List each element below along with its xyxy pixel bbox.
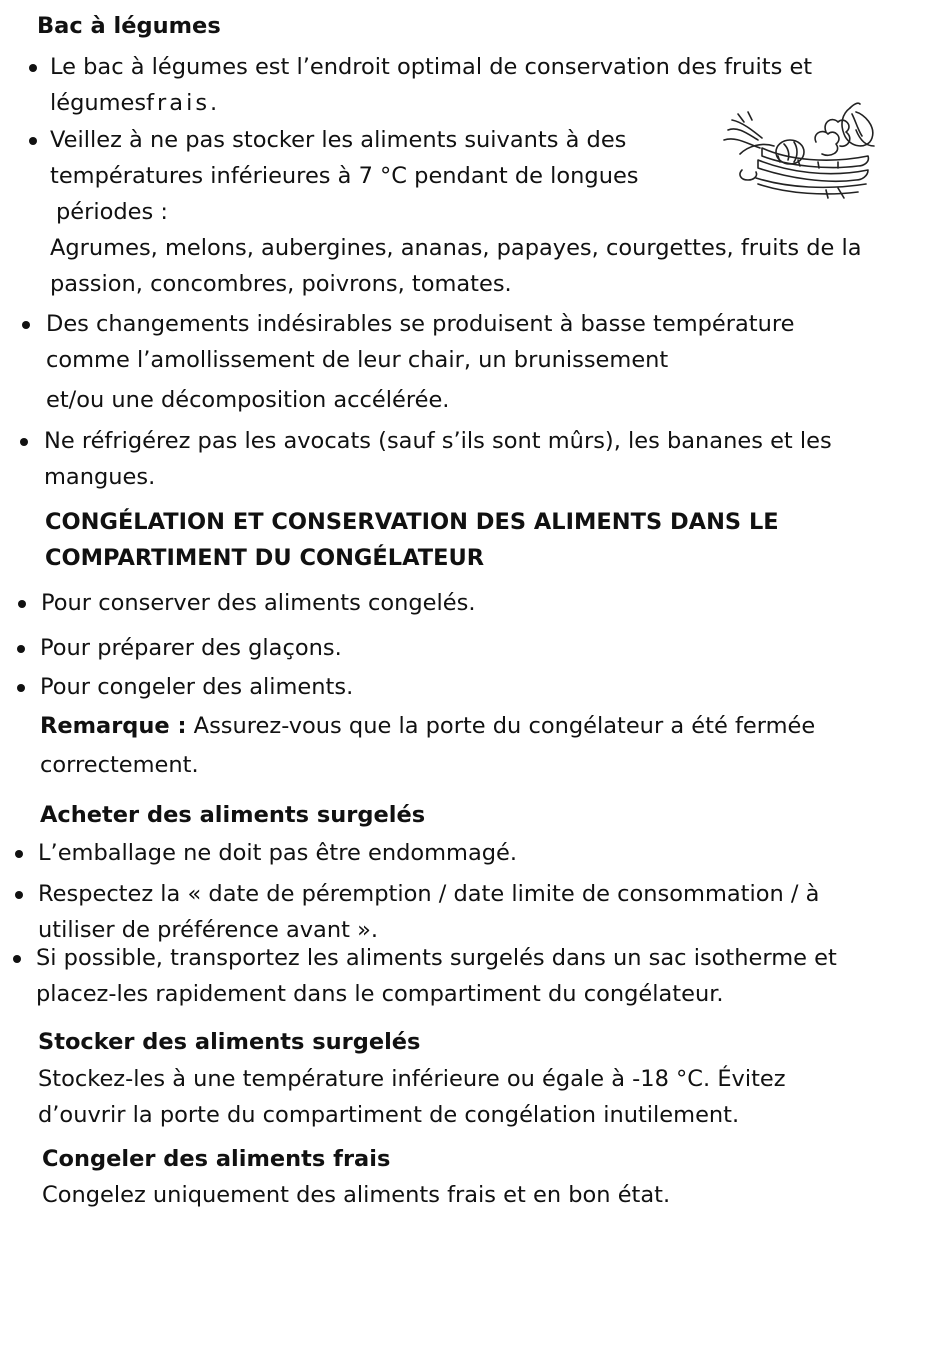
freezer-bullet-2: Pour préparer des glaçons. — [40, 635, 342, 661]
store-line1: Stockez-les à une température inférieure ou égale à -18 °C. Évitez — [38, 1066, 786, 1092]
section-heading-bac: Bac à légumes — [37, 13, 221, 39]
bullet — [15, 891, 23, 899]
freezer-note-line2: correctement. — [40, 752, 199, 778]
bullet — [29, 64, 37, 72]
fresh-line1: Congelez uniquement des aliments frais et en bon état. — [42, 1182, 671, 1208]
bullet — [29, 137, 37, 145]
bac-para3-line2: comme l’amollissement de leur chair, un brunissement — [46, 347, 669, 373]
bullet — [22, 321, 30, 329]
store-line2: d’ouvrir la porte du compartiment de congélation inutilement. — [38, 1102, 740, 1128]
bac-para1-line1: Le bac à légumes est l’endroit optimal de conservation des fruits et — [50, 54, 813, 80]
section-heading-freezer-line1: CONGÉLATION ET CONSERVATION DES ALIMENTS DANS LE — [45, 509, 779, 535]
vegetables-icon — [718, 100, 878, 200]
bac-para2-line1: Veillez à ne pas stocker les aliments suivants à des — [50, 127, 627, 153]
bac-para4-line2: mangues. — [44, 464, 156, 490]
buy-bullet-2-line1: Respectez la « date de péremption / date limite de consommation / à — [38, 881, 820, 907]
bac-para2-line3: périodes : — [56, 199, 168, 225]
bac-para2-line5: passion, concombres, poivrons, tomates. — [50, 271, 512, 297]
bullet — [13, 955, 21, 963]
section-heading-fresh: Congeler des aliments frais — [42, 1146, 391, 1172]
bullet — [20, 438, 28, 446]
bac-para4-line1: Ne réfrigérez pas les avocats (sauf s’ils sont mûrs), les bananes et les — [44, 428, 832, 454]
bac-para2-line2: températures inférieures à 7 °C pendant de longues — [50, 163, 639, 189]
freezer-note-line1: Remarque : Assurez-vous que la porte du congélateur a été fermée — [40, 713, 816, 739]
bullet — [17, 645, 25, 653]
bullet — [17, 684, 25, 692]
freezer-bullet-1: Pour conserver des aliments congelés. — [41, 590, 476, 616]
section-heading-buy: Acheter des aliments surgelés — [40, 802, 426, 828]
buy-bullet-2-line2: utiliser de préférence avant ». — [38, 917, 378, 943]
bullet — [15, 850, 23, 858]
bac-para1-line2: légumesfrais. — [50, 90, 221, 116]
buy-bullet-1: L’emballage ne doit pas être endommagé. — [38, 840, 518, 866]
bac-para3-line1: Des changements indésirables se produisent à basse température — [46, 311, 795, 337]
bullet — [18, 600, 26, 608]
buy-bullet-3-line1: Si possible, transportez les aliments surgelés dans un sac isotherme et — [36, 945, 837, 971]
freezer-bullet-3: Pour congeler des aliments. — [40, 674, 354, 700]
bac-para2-line4: Agrumes, melons, aubergines, ananas, papayes, courgettes, fruits de la — [50, 235, 862, 261]
section-heading-freezer-line2: COMPARTIMENT DU CONGÉLATEUR — [45, 545, 485, 571]
note-label: Remarque : — [40, 713, 187, 739]
section-heading-store: Stocker des aliments surgelés — [38, 1029, 421, 1055]
buy-bullet-3-line2: placez-les rapidement dans le compartiment du congélateur. — [36, 981, 724, 1007]
bac-para3-line3: et/ou une décomposition accélérée. — [46, 387, 450, 413]
